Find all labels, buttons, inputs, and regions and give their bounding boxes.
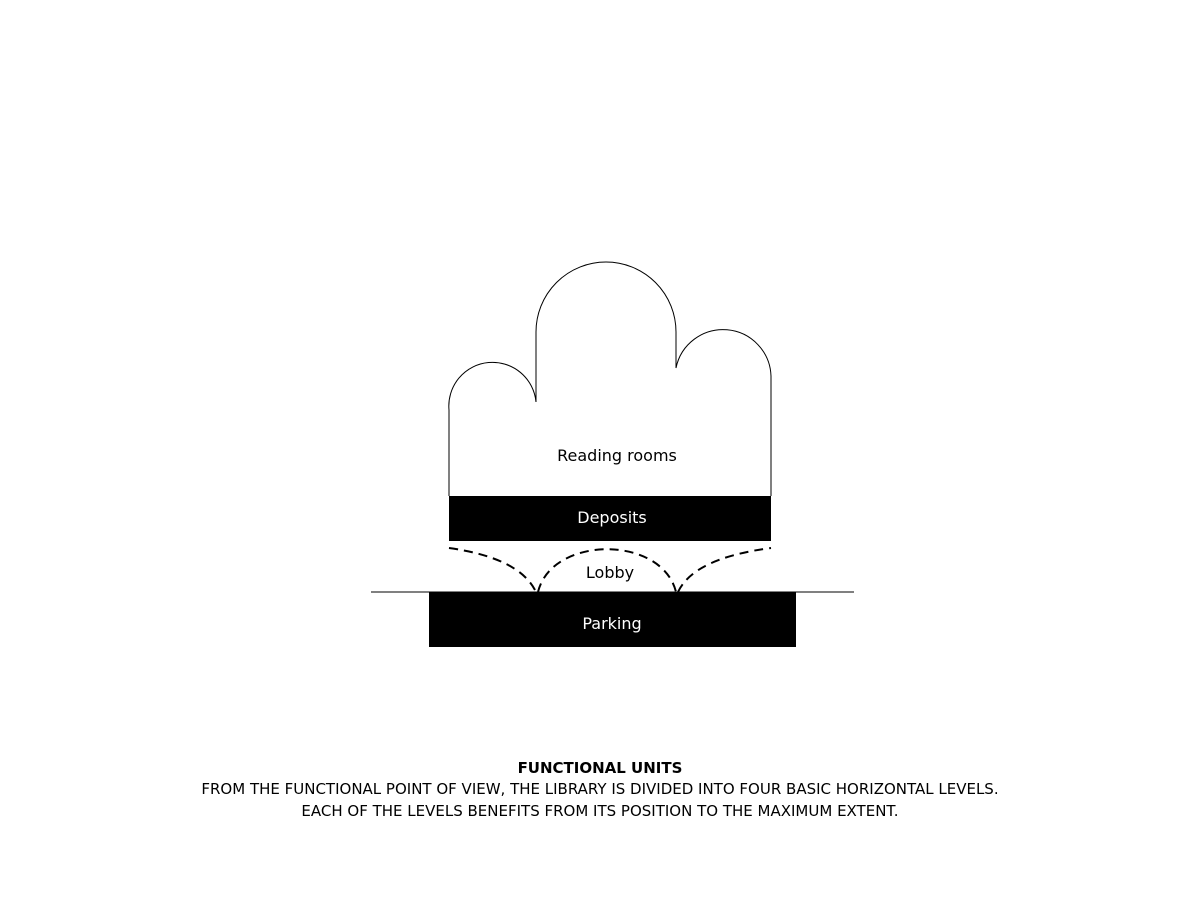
parking-label: Parking: [582, 614, 642, 633]
caption-line-2: EACH OF THE LEVELS BENEFITS FROM ITS POSITION TO THE MAXIMUM EXTENT.: [301, 802, 899, 820]
caption-line-1: FROM THE FUNCTIONAL POINT OF VIEW, THE LIBRARY IS DIVIDED INTO FOUR BASIC HORIZONTAL LEVELS.: [201, 780, 999, 798]
lobby-arch-left: [449, 548, 536, 592]
lobby-arch-right: [678, 548, 771, 592]
reading-rooms-label: Reading rooms: [557, 446, 677, 465]
deposits-label: Deposits: [577, 508, 647, 527]
caption-title: FUNCTIONAL UNITS: [517, 759, 683, 777]
lobby-label: Lobby: [585, 563, 635, 582]
